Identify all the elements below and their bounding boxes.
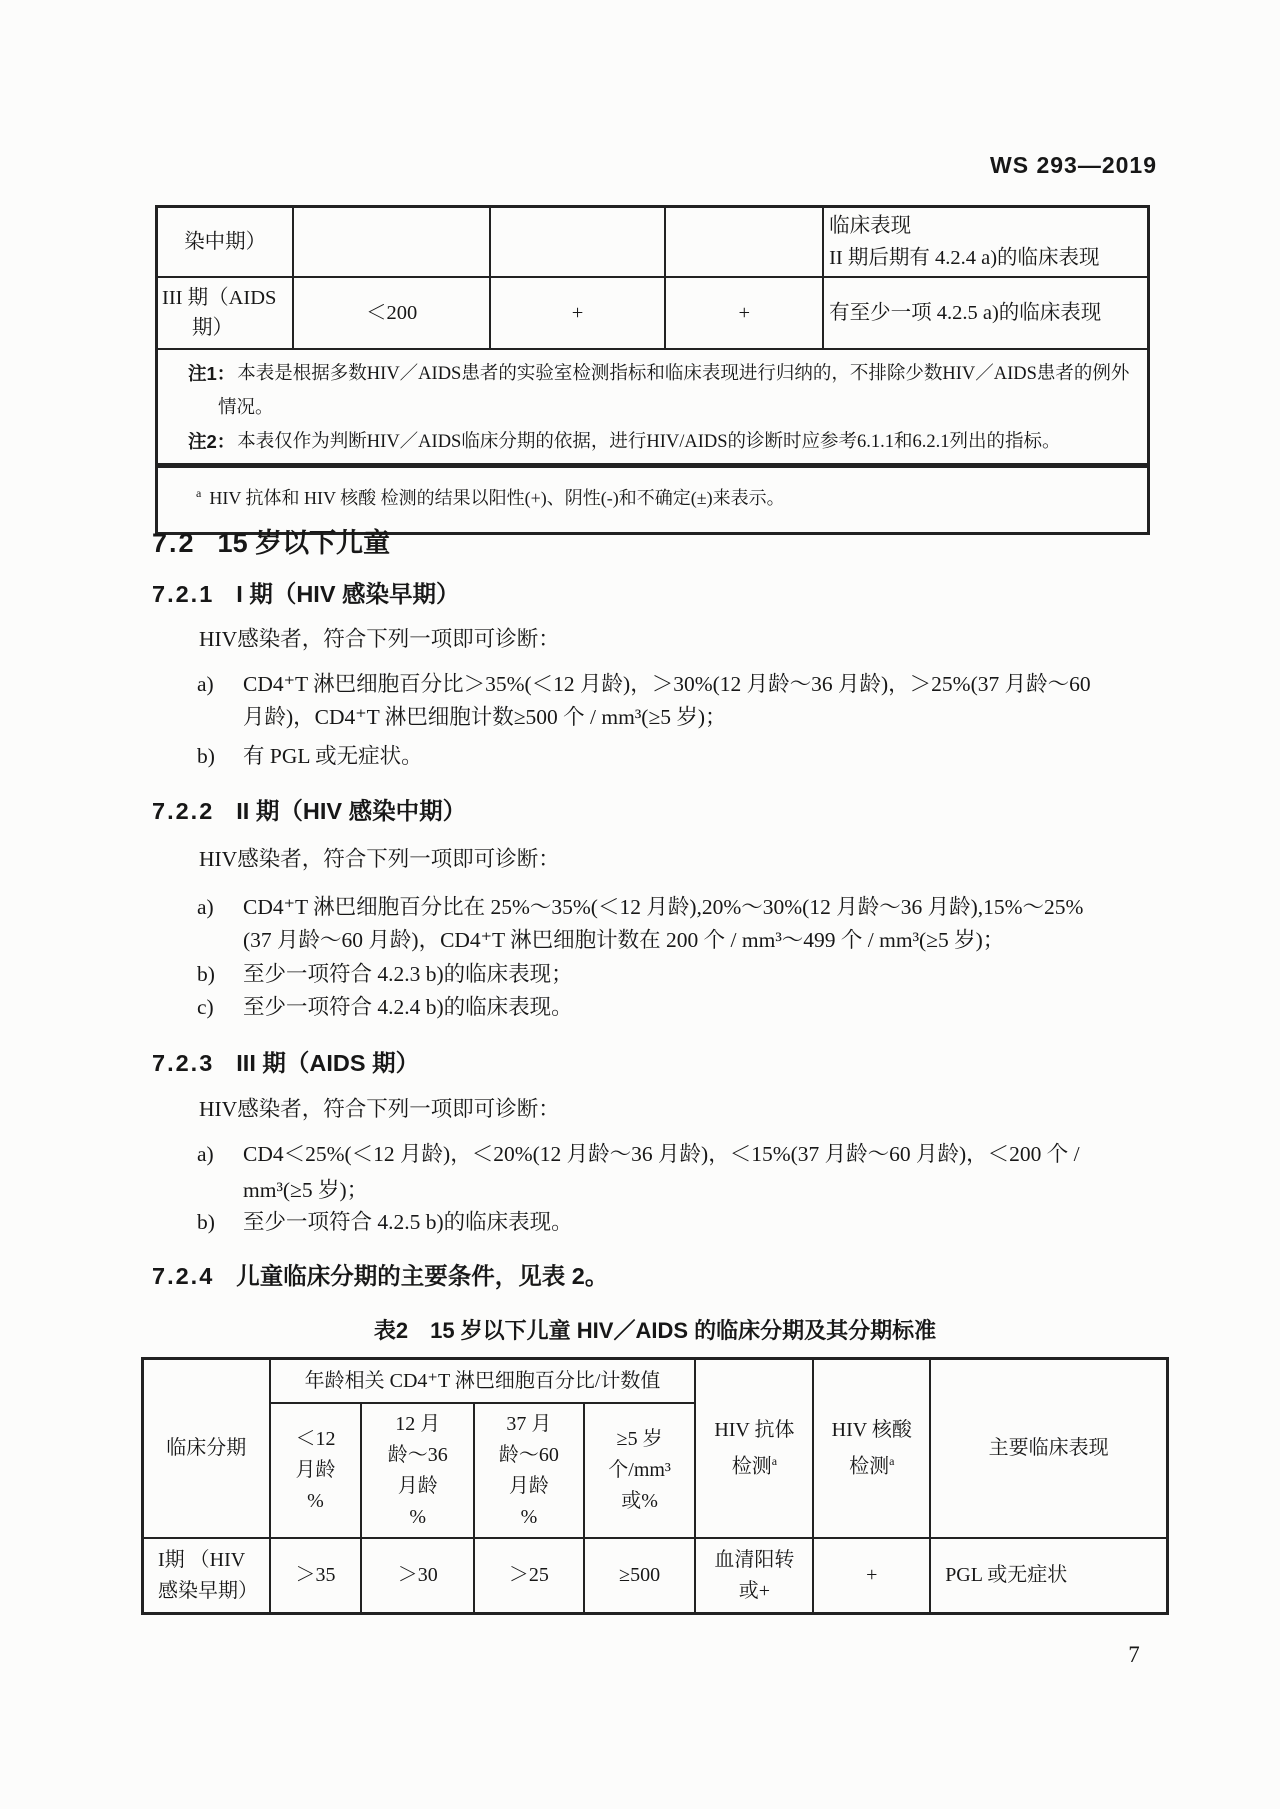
header-clinical-cell: 主要临床表现	[930, 1359, 1167, 1539]
footnote-ref: a	[771, 1453, 778, 1468]
section-number: 7.2.4	[152, 1263, 215, 1289]
antibody-cell	[490, 207, 666, 278]
cd4-cell: ＜200	[293, 277, 489, 349]
list-line: CD4⁺T 淋巴细胞百分比＞35%(＜12 月龄)，＞30%(12 月龄～36 月龄)，＞25%(37 月龄～60	[243, 672, 1091, 696]
antibody-cell: +	[490, 277, 666, 349]
table-row	[157, 207, 1149, 278]
section-number: 7.2.3	[152, 1050, 215, 1076]
list-item-b	[197, 958, 1162, 991]
table-2-caption: 表2 15 岁以下儿童 HIV／AIDS 的临床分期及其分期标准	[373, 1318, 937, 1343]
value-cell: ＞35	[270, 1538, 362, 1614]
list-text: 至少一项符合 4.2.4 b)的临床表现。	[243, 995, 573, 1019]
list-label: a)	[197, 1142, 214, 1166]
stage-line: 感染早期）	[158, 1579, 258, 1602]
section-number: 7.2.2	[152, 798, 215, 824]
list-label: a)	[197, 672, 214, 696]
note-1-label: 注1：	[188, 363, 236, 384]
table-data-row	[143, 1538, 1168, 1614]
nucleic-cell: +	[813, 1538, 930, 1614]
list-text: 至少一项符合 4.2.5 b)的临床表现。	[243, 1210, 573, 1234]
note-2	[188, 425, 1133, 459]
note-1-continuation: 情况。	[218, 398, 274, 418]
section-7-2-2-intro: HIV感染者，符合下列一项即可诊断：	[199, 847, 560, 871]
list-label: b)	[197, 1210, 215, 1234]
clinical-line: 临床表现	[829, 215, 912, 237]
header-antibody-cell	[695, 1359, 813, 1539]
list-text: 有 PGL 或无症状。	[243, 744, 423, 768]
list-item-c	[197, 991, 1162, 1024]
section-7-2-1-intro: HIV感染者，符合下列一项即可诊断：	[199, 627, 560, 651]
list-item-b	[197, 740, 1162, 773]
list-line: 月龄)，CD4⁺T 淋巴细胞计数≥500 个 / mm³(≥5 岁)；	[243, 705, 727, 729]
header-line: HIV 抗体	[714, 1418, 795, 1441]
list-text	[243, 668, 1162, 734]
list-text	[243, 891, 1162, 957]
list-line: mm³(≥5 岁)；	[243, 1178, 369, 1202]
header-stage-cell: 临床分期	[143, 1359, 270, 1539]
stage-cell	[143, 1538, 270, 1614]
header-age1-cell: ＜12 月龄 %	[270, 1403, 362, 1538]
header-age3-cell: 37 月 龄～60 月龄 %	[474, 1403, 584, 1538]
clinical-cell: 有至少一项 4.2.5 a)的临床表现	[823, 277, 1148, 349]
header-age4-cell: ≥5 岁 个/mm³ 或%	[584, 1403, 696, 1538]
header-cd4-group-cell: 年龄相关 CD4⁺T 淋巴细胞百分比/计数值	[270, 1359, 696, 1404]
section-title: II 期（HIV 感染中期）	[236, 798, 467, 824]
stage-cell: 染中期）	[157, 207, 294, 278]
footnote-ref: a	[889, 1453, 895, 1468]
header-line: 检测$^a$	[849, 1453, 895, 1478]
section-7-2-1-heading	[152, 575, 460, 609]
section-number: 7.2	[152, 528, 196, 558]
section-7-2-3-intro: HIV感染者，符合下列一项即可诊断：	[199, 1097, 560, 1121]
header-line: 检测$^a$	[731, 1453, 778, 1478]
section-7-2-3-heading	[152, 1044, 419, 1078]
table-row	[157, 277, 1149, 349]
footnote-marker: a	[196, 486, 202, 500]
list-item-a	[197, 668, 1162, 734]
antibody-cell: 血清阳转 或+	[695, 1538, 813, 1614]
table-clinical-staging-continued	[155, 205, 1150, 535]
section-title: 儿童临床分期的主要条件，见表 2。	[236, 1263, 609, 1289]
footnote-text: HIV 抗体和 HIV 核酸 检测的结果以阳性(+)、阴性(-)和不确定(±)来表示。	[209, 488, 785, 508]
clinical-cell	[823, 207, 1148, 278]
list-item-a	[197, 1136, 1162, 1208]
section-number: 7.2.1	[152, 581, 215, 607]
list-line: CD4＜25%(＜12 月龄)，＜20%(12 月龄～36 月龄)，＜15%(37 月龄～60 月龄)，＜200 个 /	[243, 1142, 1080, 1166]
section-7-2-2-heading	[152, 792, 466, 826]
list-text	[243, 1136, 1162, 1208]
section-7-2-heading	[152, 521, 390, 560]
value-cell: ＞25	[474, 1538, 584, 1614]
note-1-text: 本表是根据多数HIV／AIDS患者的实验室检测指标和临床表现进行归纳的，不排除少数HIV／AIDS患者的例外	[237, 364, 1130, 384]
clinical-line: II 期后期有 4.2.4 a)的临床表现	[829, 247, 1100, 269]
list-label: a)	[197, 895, 214, 919]
section-title: III 期（AIDS 期）	[236, 1050, 420, 1076]
section-title: I 期（HIV 感染早期）	[236, 581, 460, 607]
nucleic-cell	[665, 207, 823, 278]
page-number: 7	[1128, 1642, 1140, 1667]
list-text: 至少一项符合 4.2.3 b)的临床表现；	[243, 962, 573, 986]
cd4-cell	[293, 207, 489, 278]
stage-cell	[157, 277, 294, 349]
nucleic-cell: +	[665, 277, 823, 349]
table-notes-row	[157, 349, 1149, 466]
list-label: c)	[197, 995, 214, 1019]
doc-code: WS 293—2019	[990, 152, 1157, 178]
header-line: HIV 核酸	[831, 1418, 912, 1441]
value-cell: ≥500	[584, 1538, 696, 1614]
clinical-cell: PGL 或无症状	[930, 1538, 1167, 1614]
header-age2-cell: 12 月 龄～36 月龄 %	[361, 1403, 474, 1538]
note-2-text: 本表仅作为判断HIV／AIDS临床分期的依据，进行HIV/AIDS的诊断时应参考6.1.1和6.2.1列出的指标。	[237, 432, 1061, 452]
table-notes	[157, 349, 1149, 466]
value-cell: ＞30	[361, 1538, 474, 1614]
stage-line: III 期（AIDS	[162, 287, 277, 309]
list-line: (37 月龄～60 月龄)，CD4⁺T 淋巴细胞计数在 200 个 / mm³～499 个 / mm³(≥5 岁)；	[243, 928, 1005, 952]
note-1	[188, 357, 1133, 391]
table-2-children-staging	[141, 1357, 1169, 1615]
header-nucleic-cell	[813, 1359, 930, 1539]
note-2-label: 注2：	[188, 431, 236, 452]
stage-line: 期）	[192, 317, 233, 339]
list-label: b)	[197, 962, 215, 986]
section-7-2-4-heading	[152, 1257, 608, 1291]
stage-line: I期 （HIV	[158, 1548, 246, 1571]
list-label: b)	[197, 744, 215, 768]
list-item-b	[197, 1206, 1162, 1239]
table-header-row-1	[143, 1359, 1168, 1404]
list-line: CD4⁺T 淋巴细胞百分比在 25%～35%(＜12 月龄),20%～30%(12 月龄～36 月龄),15%～25%	[243, 895, 1084, 919]
list-item-a	[197, 891, 1162, 957]
section-title: 15 岁以下儿童	[217, 528, 391, 558]
